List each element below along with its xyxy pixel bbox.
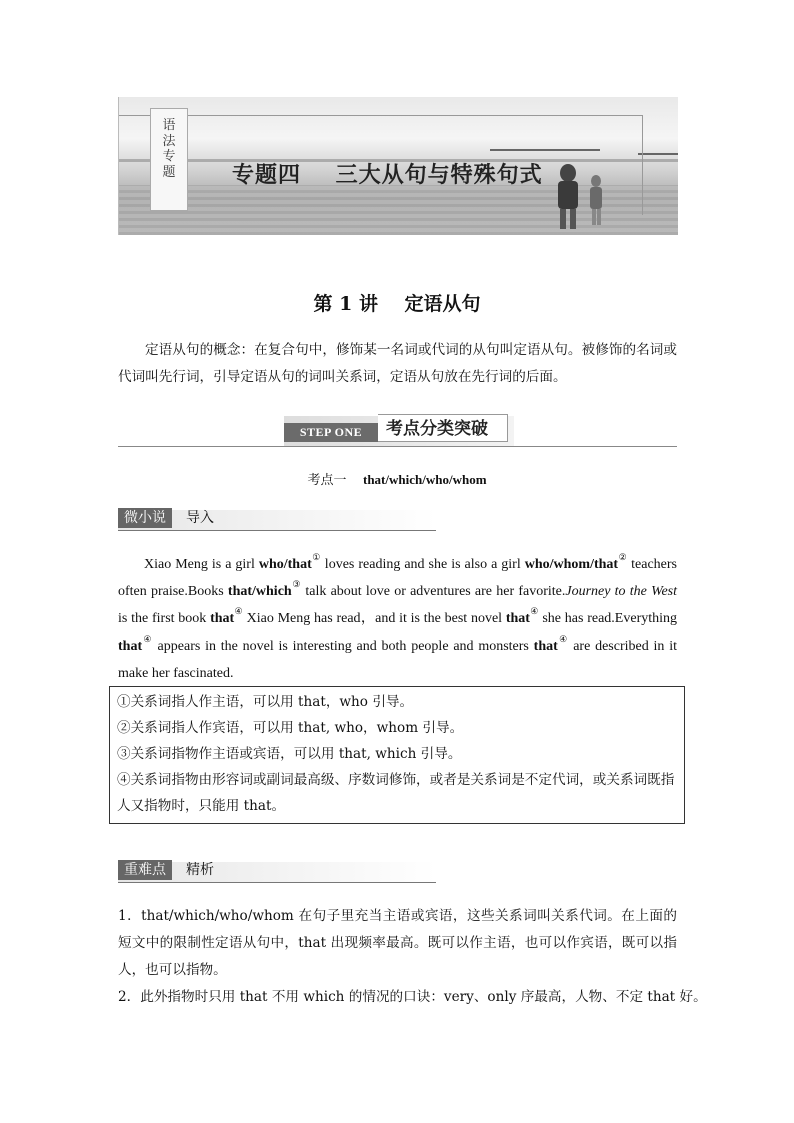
tag-char: 语 [162, 118, 176, 133]
relative-word: who/whom/that [524, 557, 619, 572]
banner-frame-right [642, 115, 643, 215]
lecture-title: 第 1 讲 定语从句 [313, 293, 481, 315]
story-text: appears in the novel is interesting and both people and monsters [152, 638, 534, 654]
step-header [118, 410, 677, 447]
banner-frame-left [118, 97, 119, 235]
tag-char: 题 [162, 164, 176, 180]
kaodian-label: 考点一 [307, 473, 347, 488]
section-box-label: 微小说 [118, 508, 172, 528]
story-text: she has read.Everything [538, 611, 678, 627]
story-text: talk about love or adventures are her favorite. [301, 584, 566, 600]
note-marker: ④ [529, 606, 539, 617]
relative-word: that [210, 611, 235, 627]
relative-word: that [533, 638, 558, 654]
story-text: is the first book [118, 611, 211, 627]
step-en-label: STEP ONE [284, 423, 378, 442]
note-item: ①关系词指人作主语，可以用 that，who 引导。 [117, 694, 414, 710]
story-paragraph [118, 551, 677, 687]
banner-pier-far [638, 153, 678, 155]
note-marker: ③ [291, 579, 302, 590]
note-marker: ② [618, 552, 628, 562]
note-item: ②关系词指人作宾语，可以用 that, who，whom 引导。 [117, 720, 464, 736]
note-item: ④关系词指物由形容词或副词最高级、序数词修饰，或者是关系词是不定代词，或关系词既指人又指物时，只能用 that。 [117, 772, 675, 814]
relative-word: that [505, 611, 530, 627]
topic-tag-text [151, 118, 187, 180]
tag-char: 专 [162, 149, 176, 164]
kaodian-words: that/which/who/whom [363, 472, 487, 487]
story-text: Xiao Meng has read，and it is the best novel [242, 611, 506, 627]
kaodian-heading [0, 469, 794, 488]
banner-title: 专题四 三大从句与特殊句式 [232, 163, 543, 188]
note-marker: ④ [557, 633, 569, 644]
section-box-label: 重难点 [118, 860, 172, 880]
tag-char: 法 [162, 133, 176, 149]
story-text: are described in it make her fascinated. [118, 638, 677, 681]
banner-pier [490, 149, 600, 151]
note-marker: ④ [234, 606, 243, 617]
section-header-key-points [118, 860, 436, 883]
story-text: teachers often praise.Books [118, 557, 677, 600]
key-point-1: 1．that/which/who/whom 在句子里充当主语或宾语，这些关系词叫关系代词。在上面的短文中的限制性定语从句中，that 出现频率最高。既可以作主语，也可以作宾语，既可以指人，也可以指物。 [118, 908, 677, 978]
topic-tag [150, 108, 188, 211]
note-marker: ① [311, 552, 321, 562]
step-cn-label: 考点分类突破 [386, 419, 488, 439]
section-header-micro-story [118, 508, 436, 531]
story-text: Xiao Meng is a girl [144, 557, 259, 572]
intro-paragraph: 定语从句的概念：在复合句中，修饰某一名词或代词的从句叫定语从句。被修饰的名词或代词叫先行词，引导定语从句的词叫关系词，定语从句放在先行词的后面。 [118, 342, 677, 385]
notes-box [109, 686, 685, 824]
relative-word: that [118, 638, 143, 654]
relative-word: that/which [227, 584, 292, 600]
note-item: ③关系词指物作主语或宾语，可以用 that, which 引导。 [117, 746, 462, 762]
key-point-2: 2．此外指物时只用 that 不用 which 的情况的口诀：very、only 序最高，人物、不定 that 好。 [118, 989, 707, 1005]
story-text: loves reading and she is also a girl [320, 557, 525, 572]
section-label: 精析 [186, 862, 214, 878]
note-marker: ④ [142, 633, 153, 644]
relative-word: who/that [258, 557, 312, 572]
section-label: 导入 [186, 510, 214, 526]
banner-frame-top [118, 115, 642, 116]
book-title: Journey to the West [565, 584, 677, 600]
children-silhouette [548, 159, 608, 235]
